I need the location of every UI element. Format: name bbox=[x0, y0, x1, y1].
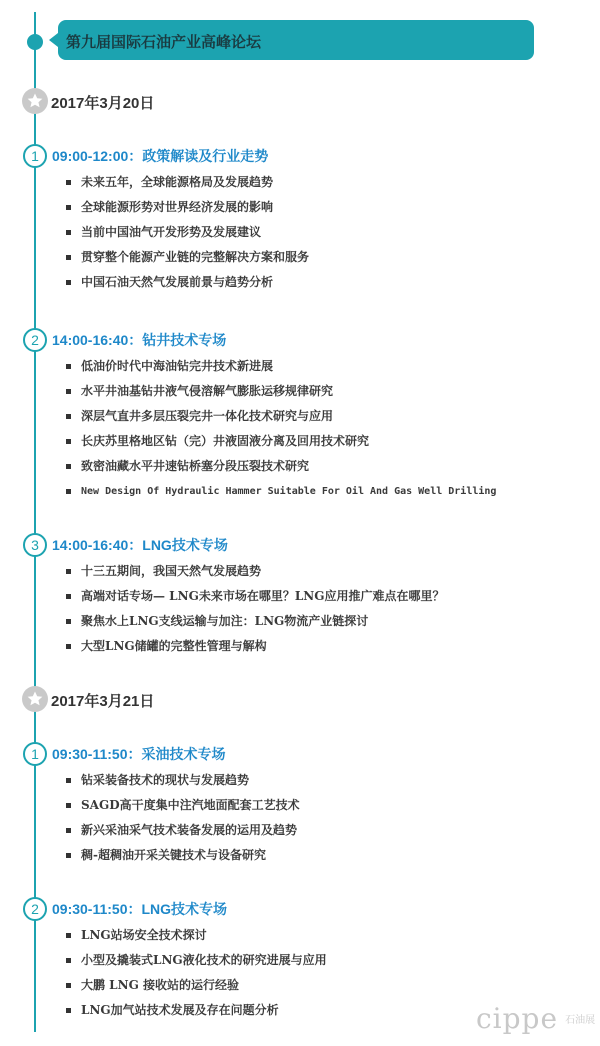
topic-item: 钻采装备技术的现状与发展趋势 bbox=[66, 768, 300, 793]
session-title: 09:30-11:50：LNG技术专场 bbox=[52, 901, 228, 917]
topic-item: 小型及撬装式LNG液化技术的研究进展与应用 bbox=[66, 948, 327, 973]
watermark-text: 石油展 bbox=[565, 1015, 596, 1026]
topic-item: 低油价时代中海油钻完井技术新进展 bbox=[66, 354, 496, 379]
star-icon bbox=[22, 686, 48, 712]
session-title: 09:30-11:50：采油技术专场 bbox=[52, 746, 226, 762]
topic-item: 新兴采油采气技术装备发展的运用及趋势 bbox=[66, 818, 300, 843]
watermark-brand: cippe bbox=[476, 1002, 559, 1035]
topic-item: 当前中国油气开发形势及发展建议 bbox=[66, 220, 309, 245]
topic-item: LNG站场安全技术探讨 bbox=[66, 923, 327, 948]
topic-item: 聚焦水上LNG支线运输与加注：LNG物流产业链探讨 bbox=[66, 609, 445, 634]
topic-item: 水平井油基钻井液气侵溶解气膨胀运移规律研究 bbox=[66, 379, 496, 404]
topic-item: 贯穿整个能源产业链的完整解决方案和服务 bbox=[66, 245, 309, 270]
session-topic-list bbox=[66, 354, 496, 504]
topic-item: New Design Of Hydraulic Hammer Suitable For Oil And Gas Well Drilling bbox=[66, 479, 496, 504]
topic-item: 全球能源形势对世界经济发展的影响 bbox=[66, 195, 309, 220]
topic-item: 中国石油天然气发展前景与趋势分析 bbox=[66, 270, 309, 295]
session-number-badge: 2 bbox=[23, 328, 47, 352]
page-title: 第九届国际石油产业高峰论坛 bbox=[66, 34, 262, 51]
topic-item: 稠-超稠油开采关键技术与设备研究 bbox=[66, 843, 300, 868]
topic-item: 致密油藏水平井速钻桥塞分段压裂技术研究 bbox=[66, 454, 496, 479]
session-title: 14:00-16:40：LNG技术专场 bbox=[52, 537, 228, 553]
session-topic-list bbox=[66, 768, 300, 868]
day-date: 2017年3月21日 bbox=[51, 693, 155, 710]
topic-item: SAGD高干度集中注汽地面配套工艺技术 bbox=[66, 793, 300, 818]
session-number-badge: 2 bbox=[23, 897, 47, 921]
topic-item: 高端对话专场— LNG未来市场在哪里？LNG应用推广难点在哪里？ bbox=[66, 584, 445, 609]
session-number-badge: 1 bbox=[23, 144, 47, 168]
day-date: 2017年3月20日 bbox=[51, 95, 155, 112]
topic-item: 十三五期间，我国天然气发展趋势 bbox=[66, 559, 445, 584]
session-number-badge: 3 bbox=[23, 533, 47, 557]
topic-item: LNG加气站技术发展及存在问题分析 bbox=[66, 998, 327, 1023]
session-topic-list bbox=[66, 923, 327, 1023]
session-topic-list bbox=[66, 559, 445, 659]
topic-item: 未来五年，全球能源格局及发展趋势 bbox=[66, 170, 309, 195]
topic-item: 长庆苏里格地区钻（完）井液固液分离及回用技术研究 bbox=[66, 429, 496, 454]
star-icon bbox=[22, 88, 48, 114]
session-topic-list bbox=[66, 170, 309, 295]
topic-item: 大鹏 LNG 接收站的运行经验 bbox=[66, 973, 327, 998]
session-title: 09:00-12:00：政策解读及行业走势 bbox=[52, 148, 269, 164]
topic-item: 深层气直井多层压裂完井一体化技术研究与应用 bbox=[66, 404, 496, 429]
watermark-logo bbox=[476, 1002, 595, 1036]
header-banner bbox=[58, 20, 534, 60]
session-number-badge: 1 bbox=[23, 742, 47, 766]
timeline-dot bbox=[27, 34, 43, 50]
topic-item: 大型LNG储罐的完整性管理与解构 bbox=[66, 634, 445, 659]
session-title: 14:00-16:40：钻井技术专场 bbox=[52, 332, 227, 348]
